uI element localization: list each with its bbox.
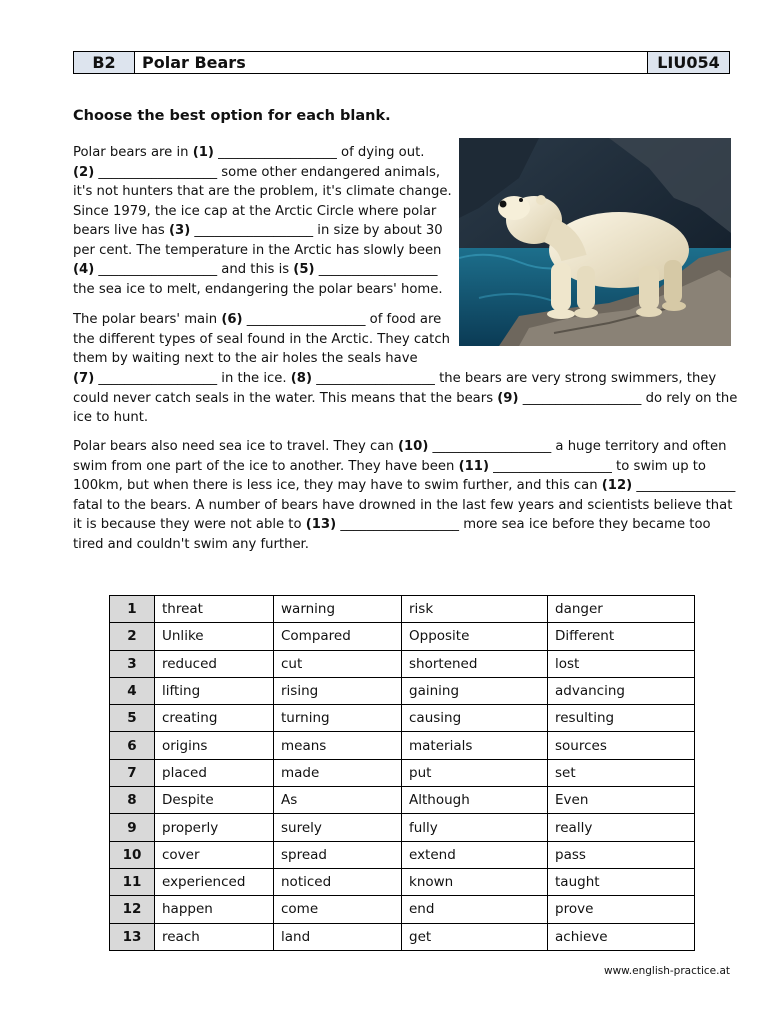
option-row xyxy=(110,923,695,950)
text-run: the sea ice to melt, endangering the polar bears' home. xyxy=(73,281,443,297)
option-d: achieve xyxy=(548,923,695,950)
option-c: put xyxy=(402,759,548,786)
paragraph-2-top xyxy=(73,310,451,369)
option-row xyxy=(110,787,695,814)
option-a: Despite xyxy=(155,787,274,814)
option-c: Opposite xyxy=(402,623,548,650)
question-number: 2 xyxy=(110,623,155,650)
option-c: known xyxy=(402,868,548,895)
blank-number: (7) xyxy=(73,371,95,386)
option-b: turning xyxy=(274,705,402,732)
option-b: As xyxy=(274,787,402,814)
option-a: origins xyxy=(155,732,274,759)
text-line xyxy=(73,280,451,300)
footer-url: www.english-practice.at xyxy=(603,965,730,977)
blank-number: (2) xyxy=(73,164,95,180)
option-c: causing xyxy=(402,705,548,732)
option-row xyxy=(110,732,695,759)
option-d: Different xyxy=(548,623,695,650)
text-line xyxy=(73,535,733,555)
option-d: resulting xyxy=(548,705,695,732)
option-d: prove xyxy=(548,896,695,923)
option-row xyxy=(110,596,695,623)
text-line xyxy=(73,202,451,222)
text-run: __________________ the bears are very strong swimmers, they xyxy=(312,371,717,386)
option-a: happen xyxy=(155,896,274,923)
blank-number: (6) xyxy=(221,312,243,327)
option-c: extend xyxy=(402,841,548,868)
blank-number: (5) xyxy=(293,262,315,277)
question-number: 12 xyxy=(110,896,155,923)
option-b: land xyxy=(274,923,402,950)
option-row xyxy=(110,677,695,704)
blank-number: (9) xyxy=(497,390,519,406)
text-run: __________________ more sea ice before they became too xyxy=(336,517,711,532)
text-line xyxy=(73,143,451,163)
level-badge: B2 xyxy=(74,52,135,73)
text-run: __________________ do rely on the xyxy=(518,390,738,406)
option-row xyxy=(110,650,695,677)
option-a: cover xyxy=(155,841,274,868)
text-run: __________________ some other endangered animals, xyxy=(94,164,441,180)
worksheet-header xyxy=(73,51,730,74)
option-b: noticed xyxy=(274,868,402,895)
text-run: per cent. The temperature in the Arctic has slowly been xyxy=(73,242,442,258)
option-row xyxy=(110,814,695,841)
options-table xyxy=(109,595,695,951)
option-b: come xyxy=(274,896,402,923)
text-line xyxy=(73,496,733,516)
question-number: 1 xyxy=(110,596,155,623)
text-run: ice to hunt. xyxy=(73,410,149,425)
text-run: __________________ and this is xyxy=(94,262,294,277)
option-b: surely xyxy=(274,814,402,841)
option-d: danger xyxy=(548,596,695,623)
option-a: placed xyxy=(155,759,274,786)
paragraph-2-bottom xyxy=(73,369,738,428)
question-number: 11 xyxy=(110,868,155,895)
paragraph-1 xyxy=(73,143,451,299)
text-run: fatal to the bears. A number of bears have drowned in the last few years and scientists believe that xyxy=(73,497,733,513)
question-number: 9 xyxy=(110,814,155,841)
option-c: end xyxy=(402,896,548,923)
text-line xyxy=(73,330,451,350)
option-a: creating xyxy=(155,705,274,732)
question-number: 7 xyxy=(110,759,155,786)
option-a: experienced xyxy=(155,868,274,895)
text-run: it's not hunters that are the problem, it's climate change. xyxy=(73,184,452,199)
blank-number: (4) xyxy=(73,262,95,277)
question-number: 8 xyxy=(110,787,155,814)
option-d: advancing xyxy=(548,677,695,704)
text-run: __________________ of dying out. xyxy=(213,145,425,160)
text-line xyxy=(73,515,733,535)
question-number: 10 xyxy=(110,841,155,868)
option-c: gaining xyxy=(402,677,548,704)
option-c: risk xyxy=(402,596,548,623)
option-b: cut xyxy=(274,650,402,677)
option-d: set xyxy=(548,759,695,786)
text-line xyxy=(73,476,736,496)
option-a: Unlike xyxy=(155,623,274,650)
text-line xyxy=(73,389,738,409)
question-number: 6 xyxy=(110,732,155,759)
text-line xyxy=(73,408,733,428)
text-line xyxy=(73,260,451,280)
blank-number: (10) xyxy=(397,439,429,454)
option-b: made xyxy=(274,759,402,786)
option-d: lost xyxy=(548,650,695,677)
option-row xyxy=(110,623,695,650)
question-number: 4 xyxy=(110,677,155,704)
option-b: warning xyxy=(274,596,402,623)
text-run: the different types of seal found in the Arctic. They catch xyxy=(73,331,450,347)
blank-number: (3) xyxy=(169,223,191,238)
text-run: them by waiting next to the air holes the seals have xyxy=(73,351,418,366)
text-run: _______________ xyxy=(632,478,736,493)
text-run: bears live has xyxy=(73,223,169,238)
option-a: lifting xyxy=(155,677,274,704)
paragraph-3 xyxy=(73,437,736,554)
option-d: really xyxy=(548,814,695,841)
text-line xyxy=(73,310,451,330)
text-run: Since 1979, the ice cap at the Arctic Circle where polar xyxy=(73,203,437,219)
option-c: fully xyxy=(402,814,548,841)
text-run: it is because they were not able to xyxy=(73,517,306,532)
option-row xyxy=(110,705,695,732)
option-a: reach xyxy=(155,923,274,950)
option-d: sources xyxy=(548,732,695,759)
option-b: rising xyxy=(274,677,402,704)
worksheet-code: LIU054 xyxy=(647,52,729,73)
text-run: swim from one part of the ice to another. They have been xyxy=(73,458,459,474)
text-line xyxy=(73,182,451,202)
text-line xyxy=(73,437,733,457)
text-run: __________________ xyxy=(314,262,438,277)
text-line xyxy=(73,369,733,389)
question-number: 13 xyxy=(110,923,155,950)
text-run: __________________ of food are xyxy=(242,312,442,327)
blank-number: (12) xyxy=(601,478,633,493)
option-a: properly xyxy=(155,814,274,841)
option-c: get xyxy=(402,923,548,950)
worksheet-title: Polar Bears xyxy=(142,53,246,72)
text-line xyxy=(73,457,733,477)
blank-number: (8) xyxy=(290,371,312,386)
option-c: Although xyxy=(402,787,548,814)
option-a: threat xyxy=(155,596,274,623)
text-run: __________________ in the ice. xyxy=(94,371,291,386)
text-run: __________________ in size by about 30 xyxy=(190,223,443,238)
option-c: materials xyxy=(402,732,548,759)
option-row xyxy=(110,759,695,786)
text-line xyxy=(73,221,451,241)
text-run: __________________ to swim up to xyxy=(488,458,706,474)
option-d: pass xyxy=(548,841,695,868)
blank-number: (13) xyxy=(305,517,337,532)
question-number: 5 xyxy=(110,705,155,732)
polar-bear-photo xyxy=(459,138,731,346)
text-run: __________________ a huge territory and often xyxy=(428,439,727,454)
text-run: tired and couldn't swim any further. xyxy=(73,536,309,552)
text-run: 100km, but when there is less ice, they may have to swim further, and this can xyxy=(73,478,602,493)
option-row xyxy=(110,868,695,895)
option-b: Compared xyxy=(274,623,402,650)
text-run: Polar bears also need sea ice to travel. They can xyxy=(73,439,398,454)
option-a: reduced xyxy=(155,650,274,677)
option-d: taught xyxy=(548,868,695,895)
blank-number: (11) xyxy=(458,458,489,474)
text-run: The polar bears' main xyxy=(73,312,222,327)
instruction: Choose the best option for each blank. xyxy=(73,108,391,124)
text-line xyxy=(73,163,451,183)
option-row xyxy=(110,896,695,923)
option-b: spread xyxy=(274,841,402,868)
option-c: shortened xyxy=(402,650,548,677)
option-d: Even xyxy=(548,787,695,814)
text-line xyxy=(73,349,451,369)
text-run: could never catch seals in the water. This means that the bears xyxy=(73,390,498,406)
question-number: 3 xyxy=(110,650,155,677)
option-row xyxy=(110,841,695,868)
option-b: means xyxy=(274,732,402,759)
text-line xyxy=(73,241,451,261)
text-run: Polar bears are in xyxy=(73,145,193,160)
blank-number: (1) xyxy=(192,145,214,160)
